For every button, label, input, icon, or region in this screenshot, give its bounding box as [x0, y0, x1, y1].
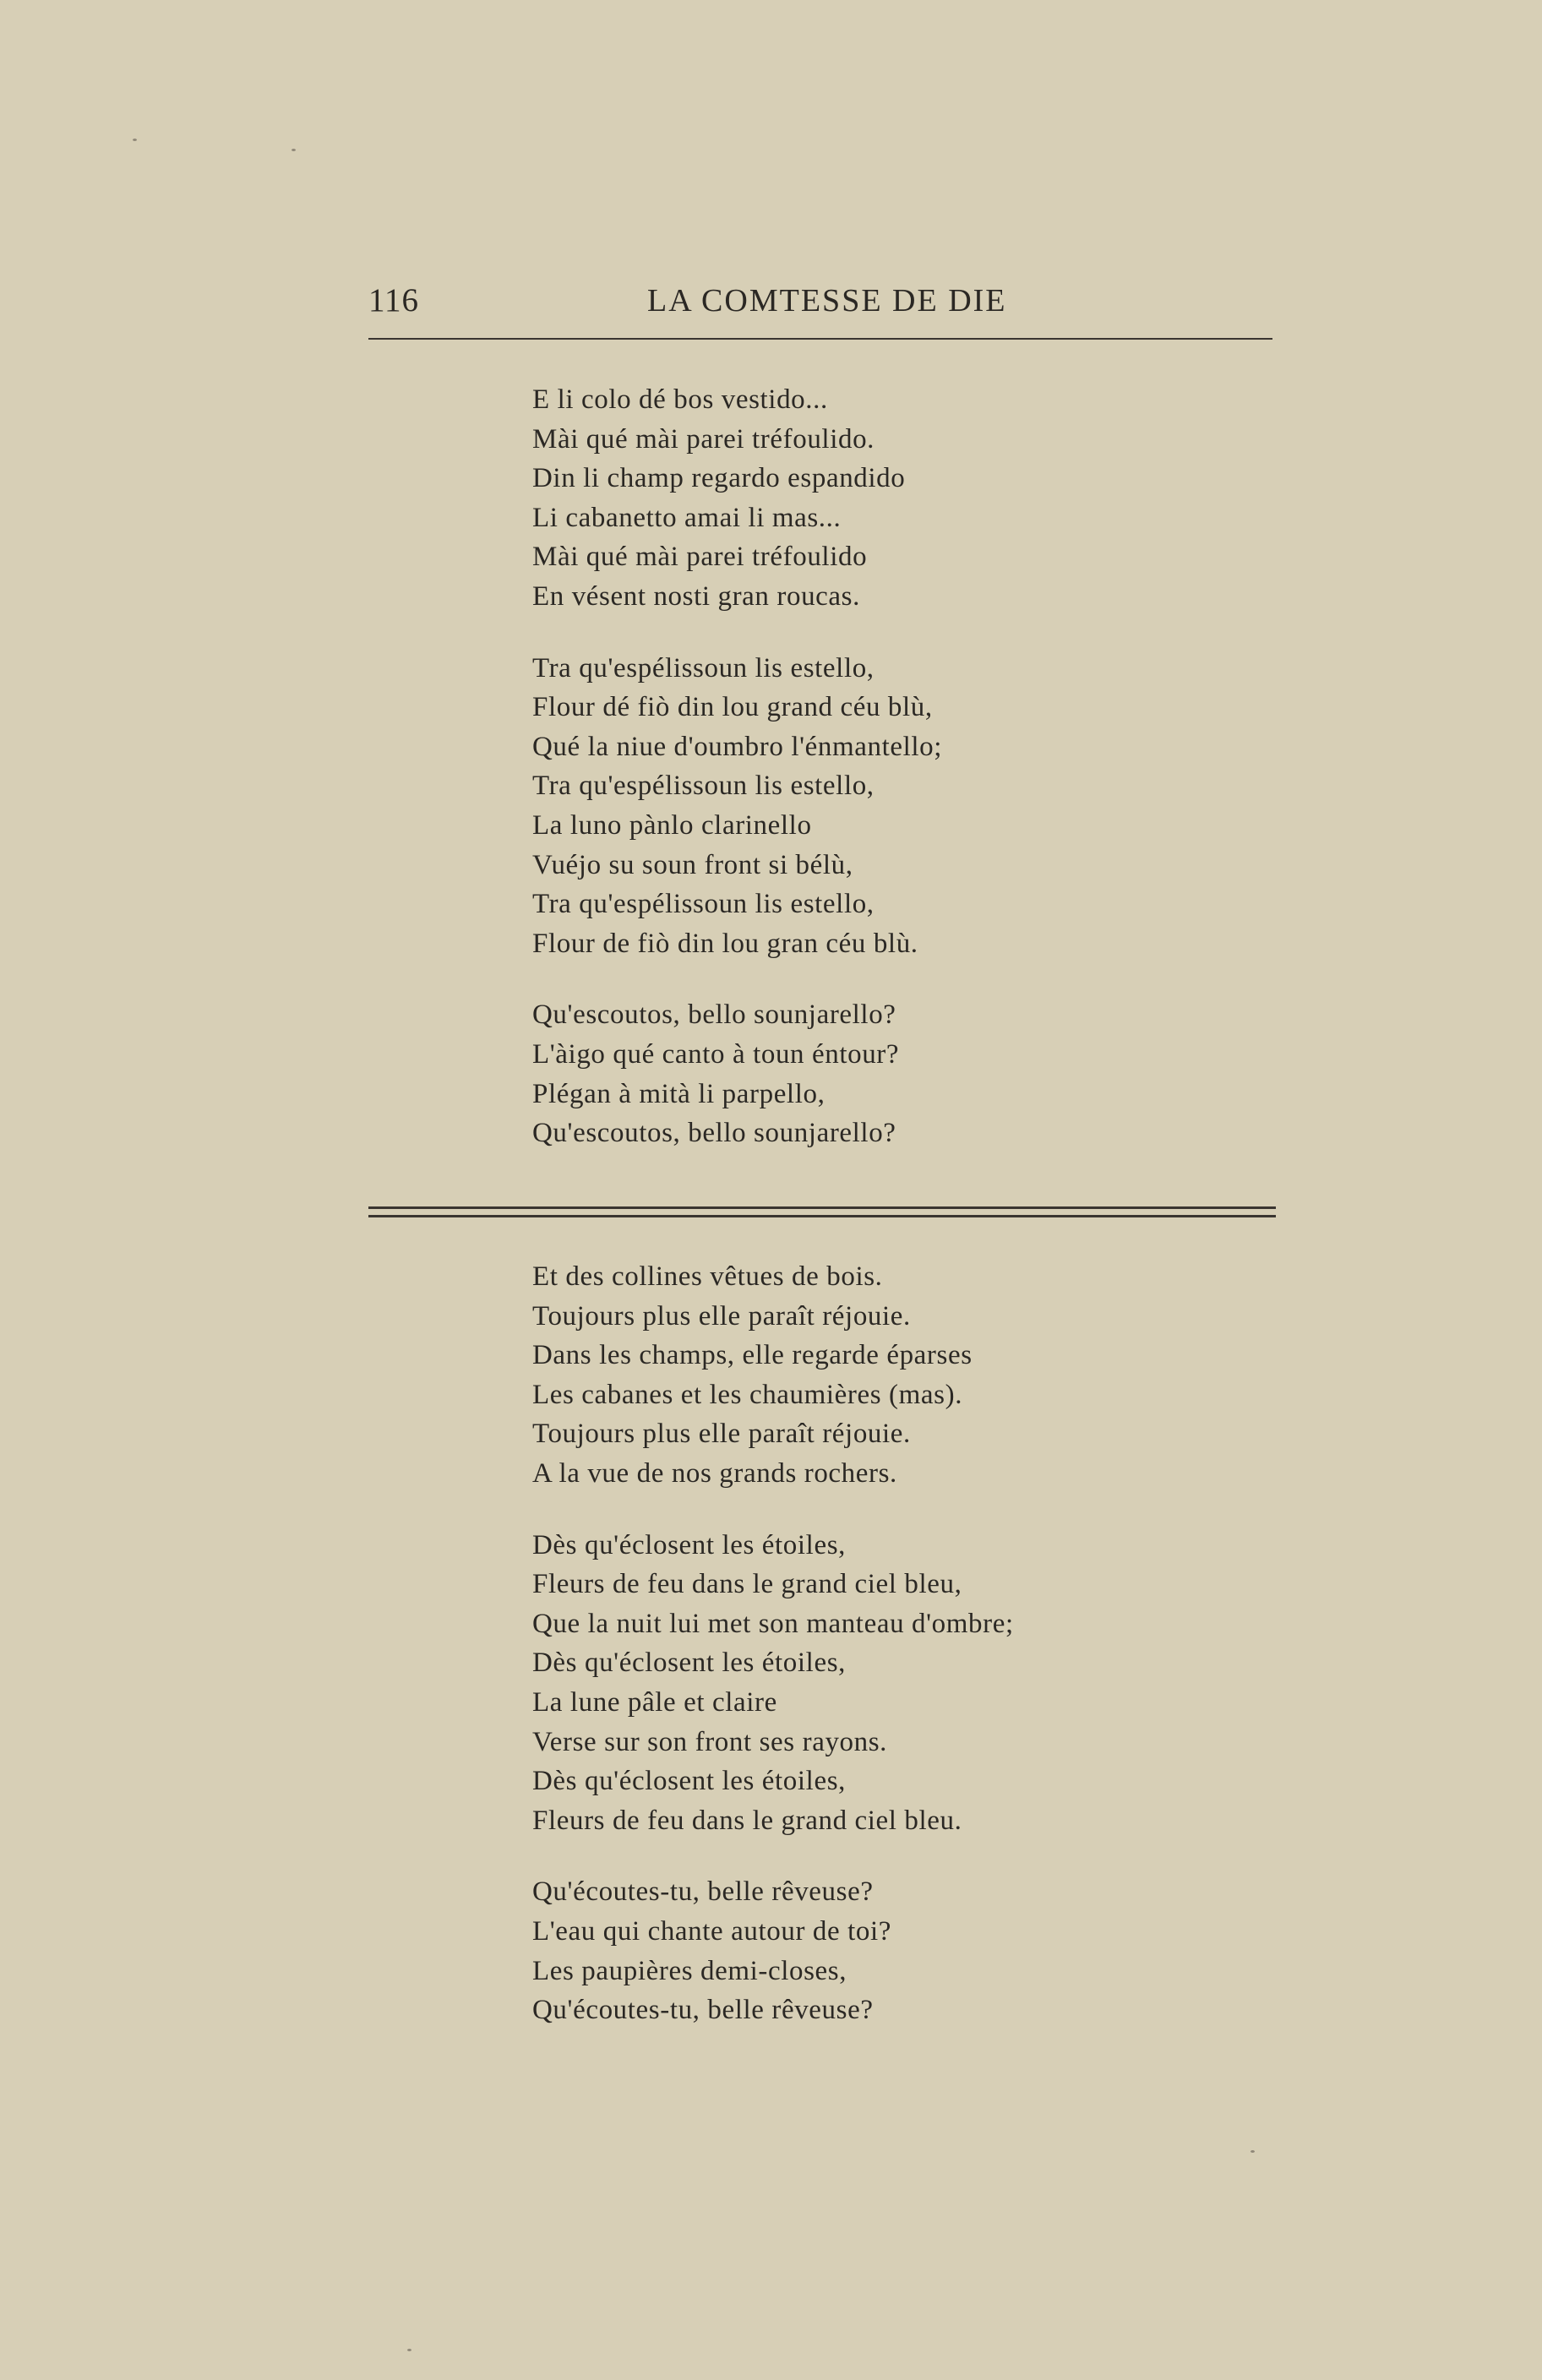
verse-line: La lune pâle et claire: [532, 1686, 777, 1718]
verse-line: Verse sur son front ses rayons.: [532, 1726, 888, 1757]
header-rule: [368, 338, 1272, 340]
stanza: [532, 380, 1293, 617]
verse-line: Flour de fiò din lou gran céu blù.: [532, 928, 918, 959]
verse-line: Mài qué mài parei tréfoulido.: [532, 423, 875, 455]
verse-line: Plégan à mità li parpello,: [532, 1078, 825, 1109]
verse-line: Li cabanetto amai li mas...: [532, 502, 842, 533]
verse-line: Tra qu'espélissoun lis estello,: [532, 652, 875, 684]
translation-poem: [532, 1257, 1293, 2062]
stanza: [532, 649, 1293, 964]
original-poem: [532, 380, 1293, 1185]
verse-line: Qu'escoutos, bello sounjarello?: [532, 1118, 896, 1149]
paper-speck: [1250, 2150, 1255, 2153]
paper-speck: [292, 149, 296, 151]
verse-line: L'eau qui chante autour de toi?: [532, 1915, 891, 1947]
section-divider-top: [368, 1206, 1276, 1209]
verse-line: Dans les champs, elle regarde éparses: [532, 1340, 973, 1371]
verse-line: Tra qu'espélissoun lis estello,: [532, 889, 875, 920]
stanza: [532, 1872, 1293, 2029]
verse-line: La luno pànlo clarinello: [532, 809, 812, 841]
verse-line: Qu'escoutos, bello sounjarello?: [532, 999, 896, 1031]
verse-line: Tra qu'espélissoun lis estello,: [532, 771, 875, 802]
section-divider-bottom: [368, 1215, 1276, 1217]
verse-line: L'àigo qué canto à toun éntour?: [532, 1038, 900, 1070]
running-title: LA COMTESSE DE DIE: [647, 283, 1007, 319]
verse-line: Toujours plus elle paraît réjouie.: [532, 1419, 911, 1450]
verse-line: Din li champ regardo espandido: [532, 463, 906, 494]
verse-line: Dès qu'éclosent les étoiles,: [532, 1647, 846, 1679]
stanza: [532, 1257, 1293, 1494]
paper-speck: [133, 139, 137, 141]
verse-line: En vésent nosti gran roucas.: [532, 580, 860, 612]
verse-line: Qu'écoutes-tu, belle rêveuse?: [532, 1995, 874, 2026]
verse-line: Toujours plus elle paraît réjouie.: [532, 1300, 911, 1332]
verse-line: Dès qu'éclosent les étoiles,: [532, 1529, 846, 1560]
page-number: 116: [368, 282, 420, 319]
page-header: [368, 277, 1272, 324]
verse-line: Fleurs de feu dans le grand ciel bleu.: [532, 1805, 962, 1836]
stanza: [532, 995, 1293, 1152]
verse-line: Qué la niue d'oumbro l'énmantello;: [532, 731, 943, 762]
verse-line: Qu'écoutes-tu, belle rêveuse?: [532, 1876, 874, 1908]
verse-line: Mài qué mài parei tréfoulido: [532, 542, 868, 573]
verse-line: E li colo dé bos vestido...: [532, 384, 828, 415]
verse-line: Et des collines vêtues de bois.: [532, 1261, 883, 1292]
verse-line: Dès qu'éclosent les étoiles,: [532, 1766, 846, 1797]
verse-line: Les cabanes et les chaumières (mas).: [532, 1379, 963, 1410]
stanza: [532, 1526, 1293, 1841]
verse-line: Flour dé fiò din lou grand céu blù,: [532, 692, 933, 723]
verse-line: Vuéjo su soun front si bélù,: [532, 849, 853, 880]
verse-line: Que la nuit lui met son manteau d'ombre;: [532, 1608, 1014, 1639]
verse-line: Les paupières demi-closes,: [532, 1955, 847, 1986]
verse-line: A la vue de nos grands rochers.: [532, 1457, 897, 1489]
verse-line: Fleurs de feu dans le grand ciel bleu,: [532, 1569, 962, 1600]
paper-speck: [407, 2349, 411, 2351]
